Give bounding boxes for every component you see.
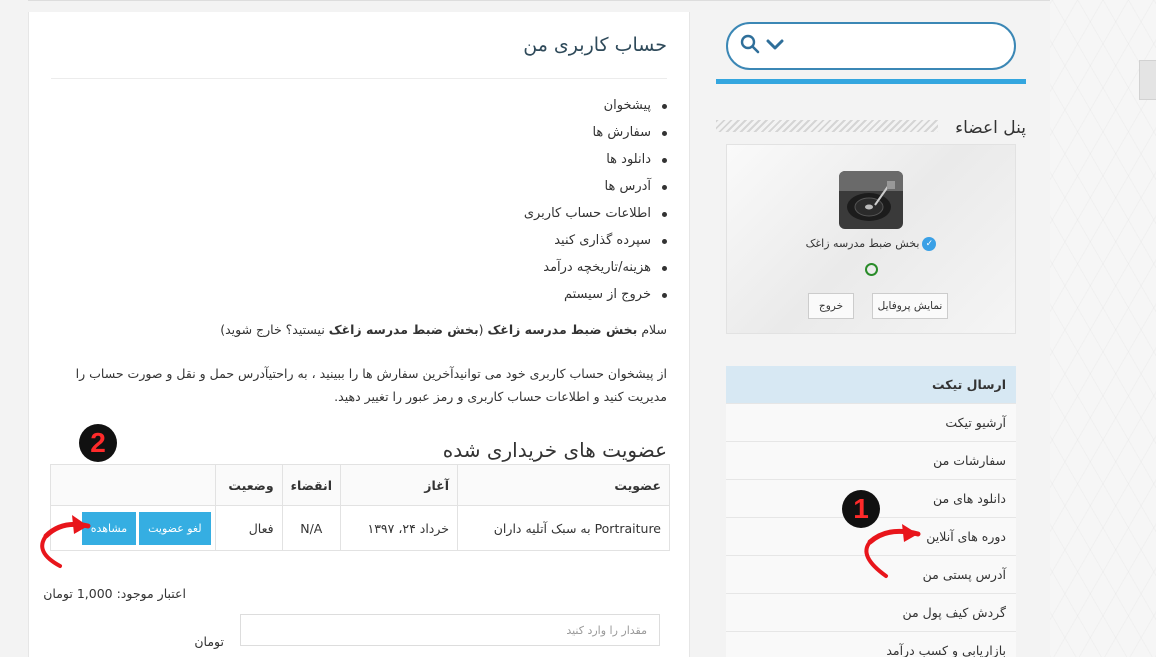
col-actions [51, 465, 216, 506]
menu-postal-address[interactable]: آدرس پستی من [726, 556, 1016, 594]
membership-expire: N/A [282, 506, 340, 551]
col-start: آغاز [341, 465, 458, 506]
membership-status: فعال [215, 506, 282, 551]
profile-card [726, 144, 1016, 334]
menu-send-ticket[interactable]: ارسال تیکت [726, 366, 1016, 404]
annotation-badge-2: 2 [79, 424, 117, 462]
col-membership: عضویت [458, 465, 670, 506]
wallet-balance: اعتبار موجود: 1,000 تومان [43, 586, 186, 601]
chevron-down-icon[interactable] [766, 37, 784, 56]
membership-start: خرداد ۲۴، ۱۳۹۷ [341, 506, 458, 551]
amount-unit-label: تومان [194, 634, 224, 649]
view-profile-button[interactable]: نمایش پروفایل [872, 293, 948, 319]
nav-addresses[interactable]: آدرس ها [524, 173, 669, 200]
left-background [0, 0, 28, 657]
online-status-icon [865, 263, 878, 276]
nav-income-history[interactable]: هزینه/تاریخچه درآمد [524, 254, 669, 281]
panel-title: پنل اعضاء [955, 118, 1026, 138]
profile-name: ✓بخش ضبط مدرسه زاغک [727, 237, 1015, 251]
main-content [28, 12, 690, 657]
annotation-arrow-1 [848, 520, 922, 580]
greeting-username: بخش ضبط مدرسه زاغک [487, 322, 638, 337]
logout-link[interactable]: نیستید؟ خارج شوید) [220, 322, 329, 337]
nav-downloads[interactable]: دانلود ها [524, 146, 669, 173]
menu-my-orders[interactable]: سفارشات من [726, 442, 1016, 480]
nav-deposit[interactable]: سپرده گذاری کنید [524, 227, 669, 254]
edge-tab[interactable] [1139, 60, 1156, 100]
account-nav [524, 92, 669, 308]
col-status: وضعیت [215, 465, 282, 506]
avatar [839, 171, 903, 229]
table-header-row [51, 465, 670, 506]
search-box[interactable] [726, 22, 1016, 70]
memberships-title: عضویت های خریداری شده [442, 438, 667, 462]
menu-affiliate[interactable]: بازاریابی و کسب درآمد [726, 632, 1016, 657]
search-icon[interactable] [740, 34, 760, 58]
menu-my-downloads[interactable]: دانلود های من [726, 480, 1016, 518]
view-membership-button[interactable]: مشاهده [82, 512, 136, 545]
menu-online-courses[interactable]: دوره های آنلاین [726, 518, 1016, 556]
intro-text: از پیشخوان حساب کاربری خود می توانیدآخرین سفارش ها را ببینید ، به راحتیآدرس حمل و نقل و صورت حساب را مدیریت کنید و اطلاعات حساب کاربری و رمز عبور را تغییر دهید. [75, 366, 667, 404]
nav-orders[interactable]: سفارش ها [524, 119, 669, 146]
membership-name: Portraiture به سبک آتلیه داران [458, 506, 670, 551]
menu-ticket-archive[interactable]: آرشیو تیکت [726, 404, 1016, 442]
nav-account-details[interactable]: اطلاعات حساب کاربری [524, 200, 669, 227]
menu-wallet-history[interactable]: گردش کیف پول من [726, 594, 1016, 632]
accent-bar [716, 79, 1026, 84]
verified-icon: ✓ [922, 237, 936, 251]
panel-title-stripe [716, 120, 938, 132]
greeting-username-2: بخش ضبط مدرسه زاغک [328, 322, 479, 337]
nav-dashboard[interactable]: پیشخوان [524, 92, 669, 119]
table-row [51, 506, 670, 551]
col-expire: انقضاء [282, 465, 340, 506]
nav-logout[interactable]: خروج از سیستم [524, 281, 669, 308]
logout-button[interactable]: خروج [808, 293, 854, 319]
memberships-table [50, 464, 670, 551]
greeting: سلام بخش ضبط مدرسه زاغک (بخش ضبط مدرسه زاغک نیستید؟ خارج شوید) [220, 322, 667, 337]
page-title: حساب کاربری من [523, 34, 667, 56]
cancel-membership-button[interactable]: لغو عضویت [139, 512, 211, 545]
top-border [0, 0, 1156, 1]
annotation-arrow-2 [26, 512, 92, 570]
amount-input[interactable]: مقدار را وارد کنید [240, 614, 660, 646]
annotation-badge-1: 1 [842, 490, 880, 528]
title-divider [51, 78, 667, 79]
